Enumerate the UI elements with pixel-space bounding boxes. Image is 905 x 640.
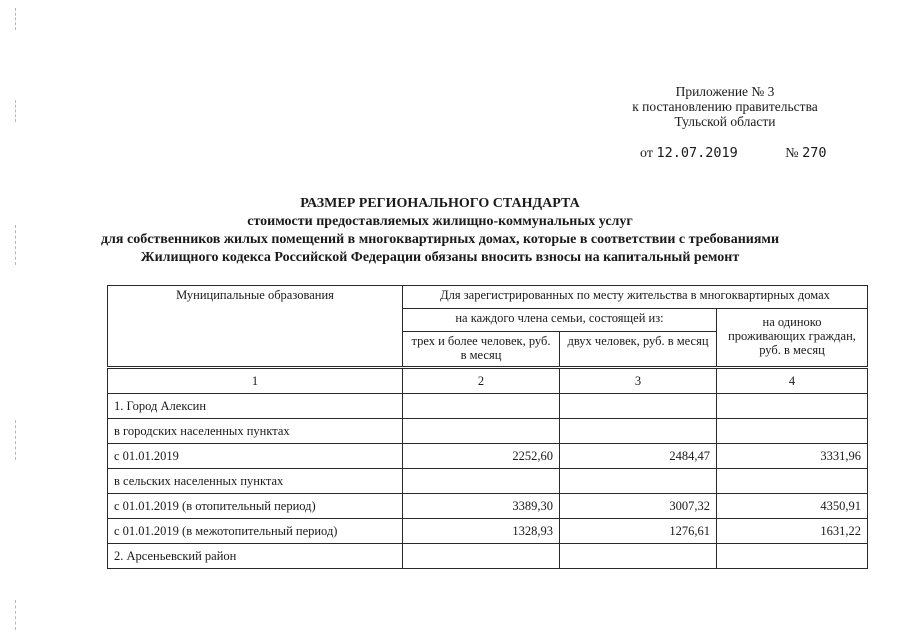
row-label: с 01.01.2019 (в межотопительный период) bbox=[108, 519, 403, 544]
row-label: 2. Арсеньевский район bbox=[108, 544, 403, 569]
header-municipal: Муниципальные образования bbox=[108, 286, 403, 368]
order-date: 12.07.2019 bbox=[656, 145, 738, 161]
value-single: 3331,96 bbox=[717, 444, 868, 469]
value-two bbox=[560, 469, 717, 494]
value-single bbox=[717, 419, 868, 444]
value-two bbox=[560, 419, 717, 444]
number-prefix: № bbox=[785, 146, 799, 161]
value-three-plus: 2252,60 bbox=[403, 444, 560, 469]
column-number: 4 bbox=[717, 368, 868, 394]
header-per-member: на каждого члена семьи, состоящей из: bbox=[403, 309, 717, 332]
value-two: 1276,61 bbox=[560, 519, 717, 544]
order-number: 270 bbox=[802, 145, 827, 161]
value-two bbox=[560, 544, 717, 569]
table-row bbox=[108, 469, 868, 494]
appendix-block bbox=[605, 84, 845, 129]
document-subtitle-3: Жилищного кодекса Российской Федерации обязаны вносить взносы на капитальный ремонт bbox=[140, 250, 740, 265]
margin-mark bbox=[15, 600, 16, 630]
value-three-plus bbox=[403, 469, 560, 494]
value-three-plus bbox=[403, 544, 560, 569]
table-row bbox=[108, 419, 868, 444]
date-prefix: от bbox=[640, 146, 653, 161]
document-subtitle-2: для собственников жилых помещений в многоквартирных домах, которые в соответствии с требованиями bbox=[100, 232, 780, 247]
value-single: 1631,22 bbox=[717, 519, 868, 544]
margin-mark bbox=[15, 8, 16, 30]
appendix-region: Тульской области bbox=[674, 114, 776, 129]
table-row bbox=[108, 444, 868, 469]
row-label: в городских населенных пунктах bbox=[108, 419, 403, 444]
document-title: РАЗМЕР РЕГИОНАЛЬНОГО СТАНДАРТА bbox=[300, 196, 580, 211]
column-number: 1 bbox=[108, 368, 403, 394]
value-single bbox=[717, 394, 868, 419]
order-reference bbox=[640, 145, 826, 162]
header-registered: Для зарегистрированных по месту жительства в многоквартирных домах bbox=[403, 286, 868, 309]
value-single: 4350,91 bbox=[717, 494, 868, 519]
table-row bbox=[108, 394, 868, 419]
value-two: 2484,47 bbox=[560, 444, 717, 469]
value-three-plus: 1328,93 bbox=[403, 519, 560, 544]
margin-mark bbox=[15, 225, 16, 265]
value-single bbox=[717, 469, 868, 494]
row-label: с 01.01.2019 (в отопительный период) bbox=[108, 494, 403, 519]
table-row bbox=[108, 519, 868, 544]
row-label: в сельских населенных пунктах bbox=[108, 469, 403, 494]
value-two bbox=[560, 394, 717, 419]
value-single bbox=[717, 544, 868, 569]
header-row-1 bbox=[108, 286, 868, 309]
column-number: 3 bbox=[560, 368, 717, 394]
row-label: с 01.01.2019 bbox=[108, 444, 403, 469]
column-number: 2 bbox=[403, 368, 560, 394]
standard-table bbox=[107, 285, 868, 569]
value-three-plus: 3389,30 bbox=[403, 494, 560, 519]
document-subtitle-1: стоимости предоставляемых жилищно-коммунальных услуг bbox=[247, 214, 633, 229]
value-three-plus bbox=[403, 419, 560, 444]
appendix-title: Приложение № 3 bbox=[675, 84, 775, 99]
row-label: 1. Город Алексин bbox=[108, 394, 403, 419]
value-two: 3007,32 bbox=[560, 494, 717, 519]
table-row bbox=[108, 544, 868, 569]
value-three-plus bbox=[403, 394, 560, 419]
header-two: двух человек, руб. в месяц bbox=[560, 332, 717, 368]
appendix-resolution: к постановлению правительства bbox=[632, 99, 818, 114]
column-number-row bbox=[108, 368, 868, 394]
header-single: на одиноко проживающих граждан, руб. в месяц bbox=[717, 309, 868, 368]
table-row bbox=[108, 494, 868, 519]
header-three-plus: трех и более человек, руб. в месяц bbox=[403, 332, 560, 368]
margin-mark bbox=[15, 420, 16, 460]
margin-mark bbox=[15, 100, 16, 122]
